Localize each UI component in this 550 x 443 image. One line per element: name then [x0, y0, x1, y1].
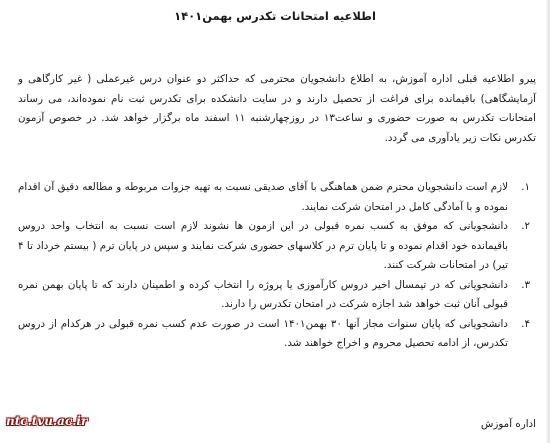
notice-title: اطلاعیه امتحانات تکدرس بهمن۱۴۰۱ — [174, 9, 376, 23]
item-text: لازم است دانشجویان محترم ضمن هماهنگی با آقای صدیقی نسبت به تهیه جزوات مربوطه و مطالعه دقیق آن اقدام نموده و با آمادگی کامل در امتحان شرکت نمایند. — [18, 181, 508, 213]
item-text: دانشجویانی که پایان سنوات مجاز آنها ۳۰ بهمن۱۴۰۱ است در صورت عدم کسب نمره قبولی در هرکدام از دروس تکدرس، از ادامه تحصیل محروم و اخراج خواهند شد. — [18, 317, 508, 349]
site-watermark: ntc.tvu.ac.ir — [6, 414, 88, 428]
item-number: ۳. — [521, 278, 530, 291]
list-item — [18, 178, 536, 217]
intro-paragraph: پیرو اطلاعیه قبلی اداره آموزش، به اطلاع دانشجویان محترمی که حداکثر دو عنوان درس غیرعملی ( غیر کارگاهی و آزمایشگاهی) باقیمانده برای فراغت از تحصیل دارند و در سایت دانشکده برای تکدرس ثبت نام نموده‌اند، می رساند امتحانات تکدرس به صورت حضوری و ساعت۱۳ در روزچهارشنبه ۱۱ اسفند ماه برگزار خواهد شد. در خصوص آزمون تکدرس نکات زیر یادآوری می گردد. — [18, 73, 536, 144]
item-number: ۲. — [521, 220, 530, 232]
list-item — [18, 276, 536, 315]
item-text: دانشجویانی که موفق به کسب نمره قبولی در این ازمون ها نشوند لازم است نسبت به انتخاب واحد دروس باقیمانده خود اقدام نموده و تا پایان ترم در کلاسهای حضوری شرکت نمایند و سپس در پایان ترم ( بیستم خرداد تا ۴ تیر) در امتحانات شرکت کنند. — [18, 220, 508, 271]
item-number: ۴. — [521, 317, 530, 330]
list-item — [18, 315, 536, 354]
item-text: دانشجویانی که در تیمسال اخیر دروس کارآموزی یا پروژه را انتخاب کرده و اطمینان دارند که تا پایان بهمن نمره قبولی آنان ثبت خواهد شد اجازه شرکت در امتحان تکدرس را دارند. — [18, 278, 508, 310]
item-number: ۱. — [521, 181, 530, 193]
list-item — [18, 217, 536, 276]
signature: اداره آموزش — [480, 418, 536, 430]
notes-list — [18, 178, 536, 354]
